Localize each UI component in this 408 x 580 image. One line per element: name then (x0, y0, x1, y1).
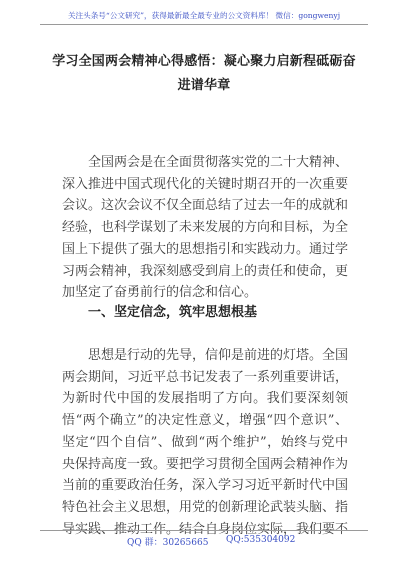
document-title: 学习全国两会精神心得感悟：凝心聚力启新程砥砺奋进谱华章 (52, 54, 356, 93)
section-heading: 一、坚定信念，筑牢思想根基 (88, 305, 258, 320)
footer-qq-contact: QQ:535304092 (226, 535, 296, 545)
paragraph-body: 思想是行动的先导，信仰是前进的灯塔。全国两会期间，习近平总书记发表了一系列重要讲话，为新时代中国的发展指明了方向。我们要深刻领悟“两个确立”的决定性意义，增强“四个意识”、坚定“四个自信”、做到“两个维护”，始终与党中央保持高度一致。要把学习贯彻全国两会精神作为当前的重要政治任务，深入学习习近平新时代中国特色社会主义思想，用党的创新理论武装头脑、指导实践、推动工作。结合自身岗位实际，我们要不 (62, 348, 349, 537)
paragraph-intro: 全国两会是在全面贯彻落实党的二十大精神、深入推进中国式现代化的关键时期召开的一次重要会议。这次会议不仅全面总结了过去一年的成就和经验，也科学谋划了未来发展的方向和目标，为全国上下提供了强大的思想指引和实践动力。通过学习两会精神，我深刻感受到肩上的责任和使命，更加坚定了奋勇前行的信念和信心。 (62, 155, 349, 301)
header-divider (40, 24, 368, 25)
header-note: 关注头条号“公文研究”，获得最新最全最专业的公文资料库！ 微信：gongwenyj (67, 11, 341, 20)
footer-qq-group: QQ 群：30265665 (127, 538, 209, 548)
footer-divider (40, 530, 368, 531)
